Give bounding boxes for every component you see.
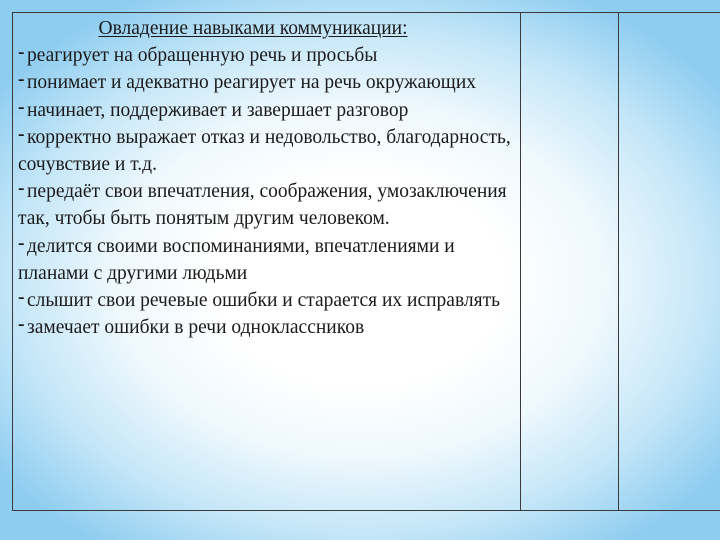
- dash-bullet: -: [18, 42, 25, 64]
- list-item-text: слышит свои речевые ошибки и старается их исправлять: [27, 290, 501, 312]
- list-item: [18, 69, 514, 96]
- dash-bullet: -: [18, 123, 25, 145]
- list-item-text: корректно выражает отказ и недовольство, благодарность, сочувствие и т.д.: [18, 126, 511, 176]
- list-item-text: реагирует на обращенную речь и просьбы: [27, 45, 378, 67]
- list-item: [18, 42, 514, 69]
- dash-bullet: -: [18, 69, 25, 91]
- list-item-text: передаёт свои впечатления, соображения, умозаключения так, чтобы быть понятым другим человеком.: [18, 181, 507, 230]
- list-item: [18, 233, 514, 287]
- list-item-text: понимает и адекватно реагирует на речь окружающих: [27, 72, 477, 94]
- dash-bullet: -: [18, 314, 25, 336]
- dash-bullet: -: [18, 178, 25, 200]
- section-heading: Овладение навыками коммуникации:: [98, 18, 408, 39]
- skills-cell-text: [13, 13, 520, 341]
- dash-bullet: -: [18, 232, 25, 254]
- dash-bullet: -: [18, 96, 25, 118]
- skills-cell: [13, 13, 521, 511]
- list-item-text: делится своими воспоминаниями, впечатлениями и планами с другими людьми: [18, 235, 455, 284]
- list-item: [18, 124, 514, 178]
- skills-table: [12, 12, 720, 511]
- list-item: [18, 287, 514, 314]
- list-item: [18, 97, 514, 124]
- empty-cell-3: [619, 13, 720, 511]
- list-item-text: замечает ошибки в речи одноклассников: [27, 317, 365, 339]
- list-item: [18, 314, 514, 341]
- list-item-text: начинает, поддерживает и завершает разговор: [27, 99, 409, 121]
- table-row: [13, 13, 720, 511]
- empty-cell-2: [521, 13, 619, 511]
- dash-bullet: -: [18, 287, 25, 309]
- list-item: [18, 178, 514, 232]
